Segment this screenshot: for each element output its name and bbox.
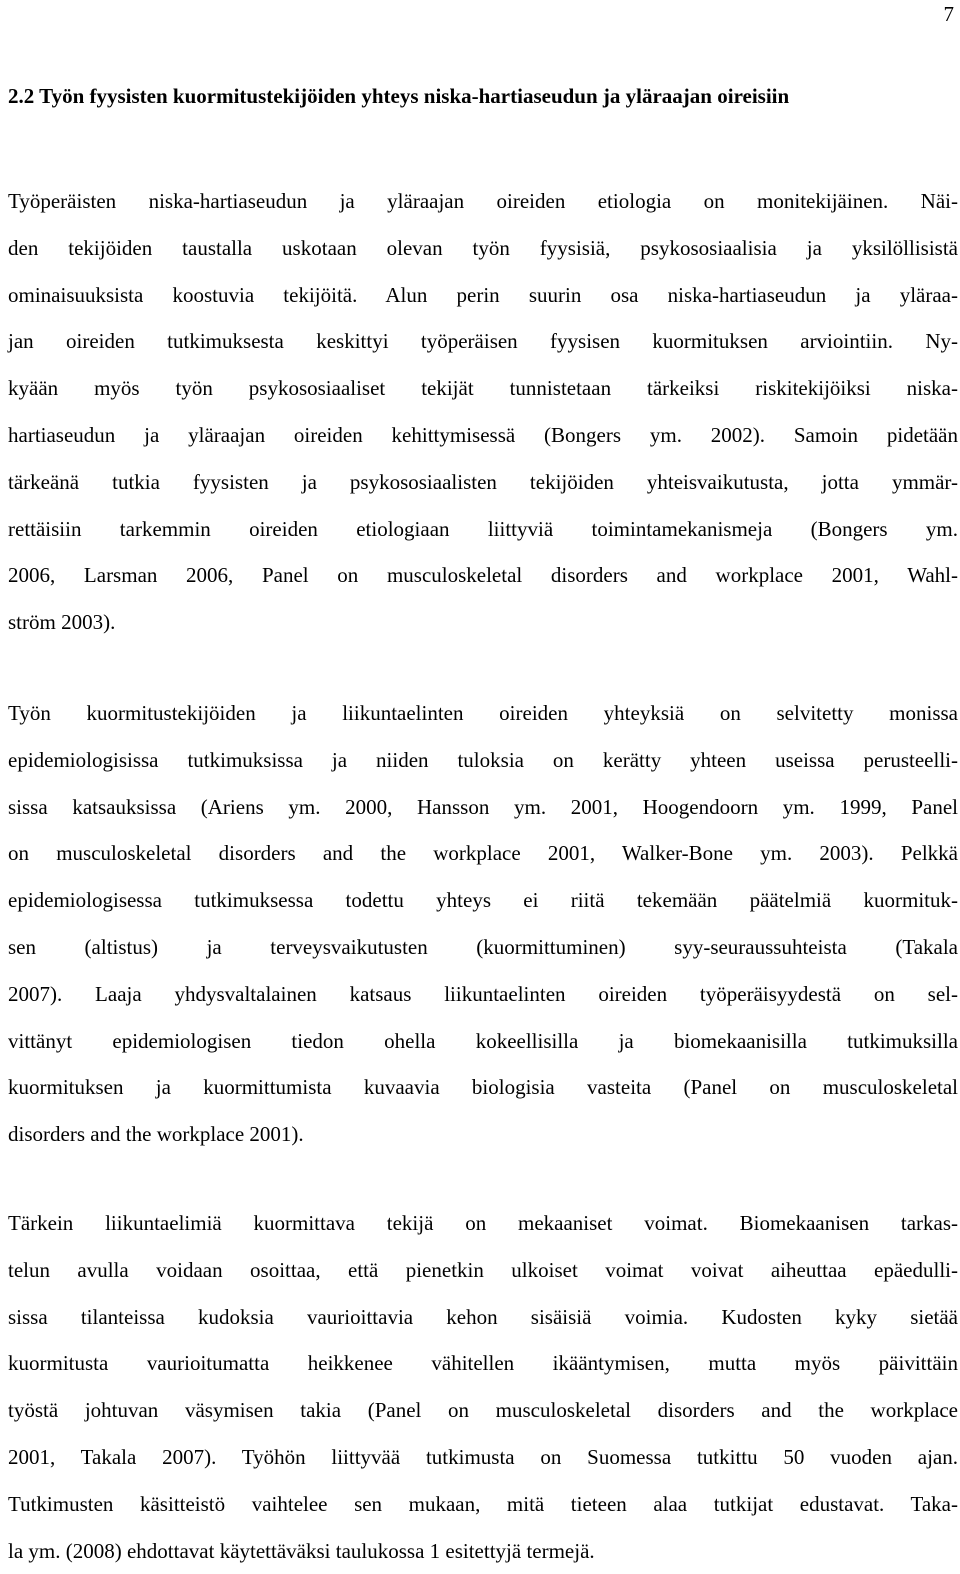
- paragraph-line: la ym. (2008) ehdottavat käytettäväksi taulukossa 1 esitettyjä termejä.: [8, 1538, 595, 1563]
- section-heading: 2.2 Työn fyysisten kuormitustekijöiden yhteys niska-hartiaseudun ja yläraajan oireisiin: [8, 84, 790, 108]
- paragraph-line: ominaisuuksista koostuvia tekijöitä. Alun perin suurin osa niska-hartiaseudun ja yläraa-: [8, 282, 958, 307]
- paragraph-etiology: [8, 178, 958, 646]
- paragraph-line: rettäisiin tarkemmin oireiden etiologiaan liittyviä toimintamekanismeja (Bongers ym.: [8, 516, 958, 541]
- paragraph-line: vittänyt epidemiologisen tiedon ohella kokeellisilla ja biomekaanisilla tutkimuksilla: [8, 1028, 958, 1053]
- paragraph-mechanical-forces: [8, 1200, 958, 1574]
- paragraph-line: sen (altistus) ja terveysvaikutusten (kuormittuminen) syy-seuraussuhteista (Takala: [8, 934, 958, 959]
- paragraph-line: kyään myös työn psykososiaaliset tekijät tunnistetaan tärkeiksi riskitekijöiksi niska-: [8, 376, 958, 401]
- paragraph-line: sissa tilanteissa kudoksia vaurioittavia kehon sisäisiä voimia. Kudosten kyky sietää: [8, 1304, 958, 1329]
- paragraph-line: telun avulla voidaan osoittaa, että pienetkin ulkoiset voimat voivat aiheuttaa epäedulli-: [8, 1257, 958, 1282]
- paragraph-line: Työn kuormitustekijöiden ja liikuntaelinten oireiden yhteyksiä on selvitetty monissa: [8, 701, 958, 725]
- paragraph-line: 2001, Takala 2007). Työhön liittyvää tutkimusta on Suomessa tutkittu 50 vuoden ajan.: [8, 1444, 958, 1469]
- paragraph-line: Työperäisten niska-hartiaseudun ja yläraajan oireiden etiologia on monitekijäinen. Näi-: [8, 189, 958, 213]
- paragraph-line: disorders and the workplace 2001).: [8, 1122, 304, 1147]
- paragraph-line: epidemiologisessa tutkimuksessa todettu yhteys ei riitä tekemään päätelmiä kuormituk-: [8, 888, 958, 913]
- paragraph-epidemiology: [8, 690, 958, 1158]
- paragraph-line: Tärkein liikuntaelimiä kuormittava tekijä on mekaaniset voimat. Biomekaanisen tarkas-: [8, 1211, 958, 1235]
- paragraph-line: Tutkimusten käsitteistö vaihtelee sen mukaan, mitä tieteen alaa tutkijat edustavat. Taka-: [8, 1491, 958, 1516]
- paragraph-line: tärkeänä tutkia fyysisten ja psykososiaalisten tekijöiden yhteisvaikutusta, jotta ymmär-: [8, 469, 958, 494]
- paragraph-line: epidemiologisissa tutkimuksissa ja niiden tuloksia on kerätty yhteen useissa perusteelli-: [8, 747, 958, 772]
- paragraph-line: on musculoskeletal disorders and the workplace 2001, Walker-Bone ym. 2003). Pelkkä: [8, 841, 958, 866]
- paragraph-line: kuormituksen ja kuormittumista kuvaavia biologisia vasteita (Panel on musculoskeletal: [8, 1075, 958, 1100]
- paragraph-line: hartiaseudun ja yläraajan oireiden kehittymisessä (Bongers ym. 2002). Samoin pidetään: [8, 422, 958, 447]
- paragraph-line: työstä johtuvan väsymisen takia (Panel on musculoskeletal disorders and the workplace: [8, 1398, 958, 1423]
- paragraph-line: ström 2003).: [8, 610, 116, 635]
- paragraph-line: den tekijöiden taustalla uskotaan olevan työn fyysisiä, psykososiaalisia ja yksilöllisistä: [8, 235, 958, 260]
- paragraph-line: kuormitusta vaurioitumatta heikkenee vähitellen ikääntymisen, mutta myös päivittäin: [8, 1351, 958, 1376]
- page-number: 7: [943, 2, 954, 26]
- paragraph-line: 2007). Laaja yhdysvaltalainen katsaus liikuntaelinten oireiden työperäisyydestä on sel-: [8, 981, 958, 1006]
- paragraph-line: jan oireiden tutkimuksesta keskittyi työperäisen fyysisen kuormituksen arviointiin. Ny-: [8, 329, 958, 354]
- paragraph-line: 2006, Larsman 2006, Panel on musculoskeletal disorders and workplace 2001, Wahl-: [8, 563, 958, 588]
- paragraph-line: sissa katsauksissa (Ariens ym. 2000, Hansson ym. 2001, Hoogendoorn ym. 1999, Panel: [8, 794, 958, 819]
